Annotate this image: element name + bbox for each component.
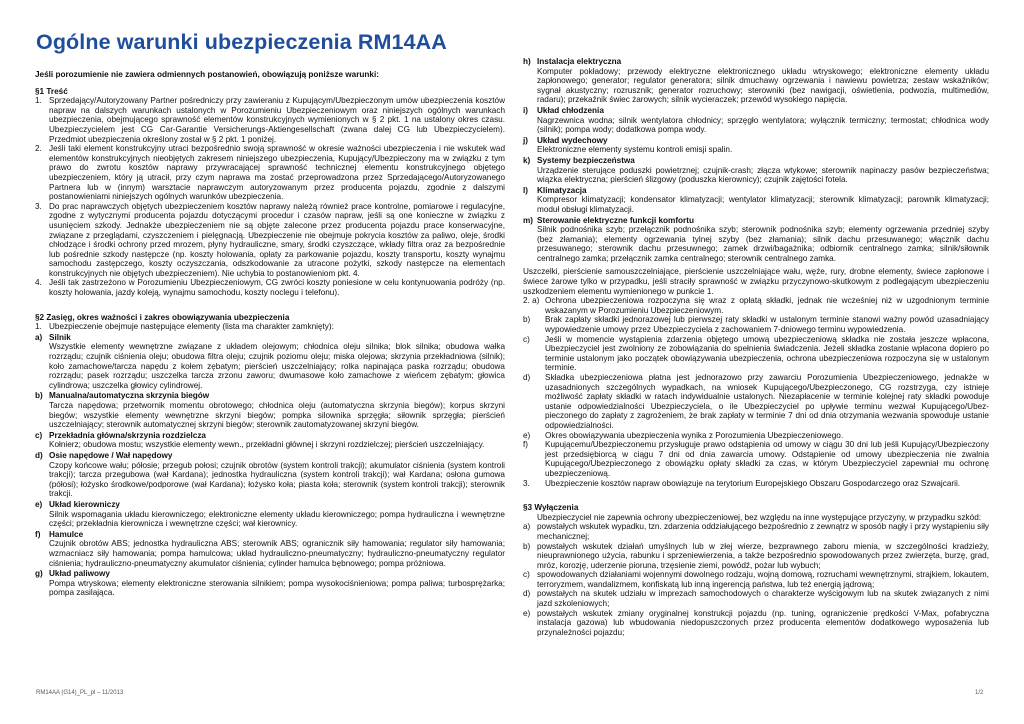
- coverage-part: [35, 500, 505, 529]
- coverage-part: [35, 451, 505, 499]
- part-text: Silnik wspomagania układu kierowniczego; elektroniczne elementy układu kierowniczego; pompa hydrauliczna i wewnętrzne części; przekładnia kierownicza i wewnętrzne części; wał kierownicy.: [49, 509, 505, 529]
- item-label: b): [523, 315, 531, 325]
- section-2-item: [35, 322, 505, 332]
- item-text: Jeśli taki element konstrukcyjny utraci bezpośrednio swoją sprawność w okresie ważności ubezpieczenia i nie wskutek wad elementów konstrukcyjnych nieobjętych zakresem niniejszego ubezpieczenia, Kupujący/Ubezpieczony ma w związku z tym prawo do zwrotu kosztów naprawy przywracającej sprawność technicznej elementu konstrukcyjnego objętego ubezpieczeniem, który ją utracił, przy czym naprawa ma zostać przeprowadzona przez Sprzedającego/Autoryzowanego Partnera lub w (innym) warsztacie naprawczym autoryzowanym przez producenta pojazdu, zgodnie z dalszymi postanowieniami niniejszych ogólnych warunków ubezpieczenia.: [49, 144, 505, 202]
- part-letter: i): [523, 105, 529, 115]
- item-label: 3.: [523, 478, 530, 488]
- section-1-item: [35, 278, 505, 297]
- item-text: Kupującemu/Ubezpieczonemu przysługuje prawo odstąpienia od umowy w ciągu 30 dni lub jeśli Kupujący/Ubezpieczony jest przedsiębiorcą w ciągu 7 dni od dnia zawarcia umowy. Odstąpienie od umowy ubezpieczenia nie zwalnia Kupującego/Ubezpieczonego z obowiązku opłaty składki za czas, w którym Ubezpieczyciel zapewniał mu ochronę ubezpieczeniową.: [545, 440, 989, 478]
- part-heading: Układ wydechowy: [537, 135, 608, 145]
- item-number: 1.: [35, 322, 42, 332]
- section-1-item: [35, 96, 505, 144]
- item-text: Ubezpieczenie obejmuje następujące elementy (lista ma charakter zamknięty):: [49, 322, 334, 332]
- coverage-part: [523, 106, 989, 135]
- part-heading: Układ kierowniczy: [49, 499, 120, 509]
- part-text: Czujnik obrotów ABS; jednostka hydrauliczna ABS; sterownik ABS; ogranicznik siły hamowania; regulator siły hamowania; wzmacniacz siły hamowania; pompa hamulcowa; układ hydrauliczno-pneumatyczny; hydrauliczno-pneumatyczny regulator ciśnienia; hydrauliczno-pneumatyczny akumulator ciśnienia; cylinder hamulca bębnowego; pompa próżniowa.: [49, 539, 505, 568]
- right-column: [523, 56, 989, 637]
- coverage-part: [523, 136, 989, 155]
- validity-item: [523, 440, 989, 478]
- item-text: powstałych wskutek wypadku, tzn. zdarzenia oddziałującego bezpośrednio z zewnątrz w sposób nagły i przy wystąpieniu siły mechanicznej;: [537, 522, 989, 541]
- validity-item: [523, 431, 989, 441]
- validity-item: [523, 315, 989, 334]
- part-heading: Systemy bezpieczeństwa: [537, 155, 635, 165]
- item-label: e): [523, 430, 531, 440]
- item-text: Jeśli w momencie wystąpienia zdarzenia objętego umową ubezpieczeniową składka nie została jeszcze wpłacona, Ubezpieczyciel jest zwolniony ze zobowiązania do spełnienia świadczenia. Jeżeli składka zostanie wpłacona dopiero po terminie ustalonym jako początek obowiązywania ubezpieczenia, ochrona ubezpieczeniowa rozpoczyna się w ustalonym terminie.: [545, 334, 989, 373]
- item-label: c): [523, 570, 530, 580]
- part-text: Komputer pokładowy; przewody elektryczne elektronicznego układu wtryskowego; elektroniczne elementy układu zapłonowego; generator; regulator generatora; silnik dmuchawy ogrzewania i nawiewu powietrza; zestaw wskaźników; sygnał akustyczny; rozrusznik; generator rozruchowy; sterowniki (bez nawigacji, oświetlenia, podwozia, multimediów, radaru); przekaźnik świec żarowych; silnik wycieraczek; przewód wysokiego napięcia.: [537, 66, 989, 105]
- section-1-item: [35, 202, 505, 279]
- item-text: Ubezpieczenie kosztów napraw obowiązuje na terytorium Europejskiego Obszaru Gospodarczego oraz Szwajcarii.: [545, 478, 961, 488]
- item-label: 2. a): [523, 296, 540, 306]
- part-letter: f): [35, 529, 41, 539]
- coverage-part: [35, 333, 505, 391]
- coverage-part: [35, 530, 505, 568]
- item-text: Jeśli tak zastrzeżono w Porozumieniu Ubezpieczeniowym, CG zwróci koszty poniesione w celu kontynuowania podróży (np. koszty holowania, jazdy koleją, wynajmu samochodu, koszty noclegu i telefonu).: [49, 278, 505, 298]
- part-text: Czopy końcowe wału; półosie; przegub połosi; czujnik obrotów (system kontroli trakcji); akumulator ciśnienia (system kontroli trakcji); tarcza przegubowa (wał Kardana); jednostka hydrauliczna (system kontroli trakcji); wał Kardana; osłona gumowa (półosi); łożysko środkowe/podporowe (wał Kardana); łożysko koła; piasta koła; sterownik (system kontroli trakcji); sterownik trakcji.: [49, 460, 505, 499]
- exclusion-item: [523, 609, 989, 638]
- item-text: powstałych na skutek udziału w imprezach samochodowych o charakterze wyścigowym lub na skutek związanych z nimi jazd szkoleniowych;: [537, 589, 989, 609]
- footer-page-number: 1/2: [975, 690, 984, 696]
- coverage-part: [523, 186, 989, 215]
- part-heading: Układ chłodzenia: [537, 105, 604, 115]
- validity-item: [523, 373, 989, 431]
- coverage-part: [35, 569, 505, 598]
- item-text: Okres obowiązywania ubezpieczenia wynika z Porozumienia Ubezpieczeniowego.: [545, 430, 844, 440]
- coverage-part: [35, 391, 505, 429]
- part-text: Nagrzewnica wodna; silnik wentylatora chłodnicy; sprzęgło wentylatora; wyłącznik termiczny; termostat; chłodnica wody (silnik); pompa wody; dodatkowa pompa wody.: [537, 115, 989, 135]
- part-heading: Sterowanie elektryczne funkcji komfortu: [537, 215, 694, 225]
- item-label: a): [523, 522, 531, 532]
- part-letter: m): [523, 215, 534, 225]
- item-text: Składka ubezpieczeniowa płatna jest jednorazowo przy zawarciu Porozumienia Ubezpieczeniowego, jednakże w uzasadnionych szczególnych wypadkach, na wniosek Kupującego/Ubezpieczonego, CG rozstrzyga, czy istnieje możliwość zapłaty składki w ratach indywidualnie ustalonych. Niezapłacenie w terminie kolejnej raty składki powoduje ustanie odpowiedzialności Ubezpieczyciela, o ile Ubezpieczyciel po upływie terminu wezwał Kupującego/Ubez-pieczonego do zapłaty z zagrożeniem, że brak zapłaty w terminie 7 dni od dnia otrzymania wezwania spowoduje ustanie odpowiedzialności.: [545, 373, 989, 430]
- coverage-part: [523, 57, 989, 105]
- item-label: b): [523, 541, 531, 551]
- part-letter: j): [523, 135, 529, 145]
- part-text: Elektroniczne elementy systemu kontroli emisji spalin.: [537, 145, 733, 155]
- section-1-item: [35, 144, 505, 202]
- part-letter: b): [35, 391, 43, 401]
- coverage-part: [35, 431, 505, 450]
- item-number: 2.: [35, 144, 42, 154]
- part-heading: Hamulce: [49, 529, 84, 539]
- item-text: powstałych wskutek działań umyślnych lub w złej wierze, bezprawnego zaboru mienia, w szczególności kradzieży, nieuprawnionego użycia, rabunku i sprzeniewierzenia, a także bezpośrednio spowodowanych przez zwierzęta, burzę, grad, mróz, korozję, uderzenie pioruna, trzęsienie ziemi, powódź, pożar lub wybuch;: [537, 541, 989, 570]
- item-text: Brak zapłaty składki jednorazowej lub pierwszej raty składki w ustalonym terminie stanowi ważny powód uzasadniający wypowiedzenie umowy przez Ubezpieczyciela z zachowaniem 7-dniowego terminu wypowiedzenia.: [545, 315, 989, 335]
- part-text: Pompa wtryskowa; elementy elektroniczne sterowania silnikiem; pompa wysokociśnieniowa; pompa paliwa; turbosprężarka; pompa zasilająca.: [49, 578, 505, 598]
- coverage-part: [523, 216, 989, 264]
- part-heading: Osie napędowe / Wał napędowy: [49, 450, 173, 460]
- validity-item: [523, 335, 989, 373]
- part-heading: Układ paliwowy: [49, 569, 110, 579]
- item-text: Sprzedający/Autoryzowany Partner pośredniczy przy zawieraniu z Kupującym/Ubezpieczonym umów ubezpieczenia kosztów napraw na dalszych warunkach ustalonych w Porozumieniu Ubezpieczeniowym oraz niniejszych ogólnych warunkach ubezpieczenia, obejmującego sprawność elementów konstrukcyjnych wymienionych w § 2 pkt. 1 na ustalony okres czasu. Ubezpieczycielem jest CG Car-Garantie Versicherungs-Aktiengesellschaft (zwana dalej CG lub Ubezpieczycielem). Przedmiot ubezpieczenia określony został w § 2 pkt. 1 poniżej.: [49, 96, 505, 144]
- item-number: 1.: [35, 96, 42, 106]
- part-letter: g): [35, 569, 43, 579]
- part-letter: h): [523, 57, 531, 66]
- item-text: spowodowanych działaniami wojennymi dowolnego rodzaju, wojną domową, rozruchami wewnętrznymi, strajkiem, lokautem, terroryzmem, wandalizmem, konfiskatą lub inną ingerencją państwa, lub też energią jądrową;: [537, 570, 989, 589]
- exclusion-item: [523, 522, 989, 541]
- section-2-heading: §2 Zasięg, okres ważności i zakres obowiązywania ubezpieczenia: [35, 312, 290, 322]
- part-letter: e): [35, 499, 43, 509]
- item-text: Do prac naprawczych objętych ubezpieczeniem kosztów naprawy należą również prace kontrolne, pomiarowe i regulacyjne, zgodne z wytycznymi producenta pojazdu dotyczącymi procedur i czasów napraw, jeśli są one konieczne w związku z usunięciem szkody. Jednakże ubezpieczeniem nie są objęte zalecone przez producenta pojazdu prace konserwacyjne, związane z przeglądami, czyszczeniem i pielęgnacją. Ubezpieczenie nie obejmuje pokrycia kosztów za paliwo, oleje, środki chłodzące i środki ochrony przed mrozem, płyny hydrauliczne, smary, środki czyszczące, wkłady filtra oraz za bezpośrednie lub pośrednie szkody następcze (np. koszty holowania, opłaty za parkowanie pojazdu, koszty transportu, koszty wynajmu samochodu zastępczego, koszty oczyszczania, odszkodowanie za utracone pożytki, szkody następcze na elementach konstrukcyjnych nie objętych ubezpieczeniem). Nie uchybia to postanowieniom pkt. 4.: [49, 201, 505, 278]
- section-1-heading: §1 Treść: [35, 86, 68, 96]
- footer-doc-code: RM14AA (G14)_PL_pl – 11/2013: [36, 690, 124, 696]
- part-heading: Przekładnia główna/skrzynia rozdzielcza: [49, 430, 206, 440]
- item-label: d): [523, 589, 531, 599]
- part-text: Kompresor klimatyzacji; kondensator klimatyzacji; wentylator klimatyzacji; sterownik klimatyzacji; parownik klimatyzacji; moduł obsługi klimatyzacji.: [537, 195, 989, 214]
- part-heading: Klimatyzacja: [537, 185, 587, 195]
- item-label: f): [523, 440, 529, 450]
- exclusion-item: [523, 589, 989, 608]
- left-column: [35, 70, 505, 598]
- item-number: 4.: [35, 278, 42, 288]
- validity-item: [523, 296, 989, 315]
- part-text: Kołnierz; obudowa mostu; wszystkie elementy wewn., przekładni głównej i skrzyni rozdzielczej; pierścień uszczelniający.: [49, 440, 485, 450]
- item-label: e): [523, 608, 531, 618]
- part-text: Silnik podnośnika szyb; przełącznik podnośnika szyb; sterownik podnośnika szyb; elementy ogrzewania przedniej szyby (bez złamania); elementy ogrzewania tylnej szyby (bez złamania); silnik dachu przesuwanego; włącznik dachu przesuwanego; sterownik dachu przesuwnego; zamek drzwi/bagażnika; odbiornik centralnego zamka; silnik/siłownik centralnego zamka; przełącznik zamka centralnego; sterownik centralnego zamka.: [537, 225, 989, 263]
- part-heading: Silnik: [49, 332, 71, 342]
- section-3-lead: Ubezpieczyciel nie zapewnia ochrony ubezpieczeniowej, bez względu na inne występujące przyczyny, w przypadku szkód:: [537, 512, 982, 522]
- intro-text: Jeśli porozumienie nie zawiera odmiennych postanowień, obowiązują poniższe warunki:: [35, 70, 379, 79]
- item-text: Ochrona ubezpieczeniowa rozpoczyna się wraz z opłatą składki, jednak nie wcześniej niż w uzgodnionym terminie wskazanym w Porozumieniu Ubezpieczeniowym.: [545, 296, 989, 315]
- section-3-heading: §3 Wyłączenia: [523, 503, 579, 513]
- seal-note: Uszczelki, pierścienie samouszczelniające, pierścienie uszczelniające wału, węże, rury, drobne elementy, świece zapłonowe i świece żarowe tylko w przypadku, jeśli straciły sprawność w związku przyczynowo-skutkowym z podlegającym ubezpieczeniu uszkodzeniem elementu wymienionego w punkcie 1.: [523, 267, 989, 296]
- part-text: Tarcza napędowa; przetwornik momentu obrotowego; chłodnica oleju (automatyczna skrzynia biegów); korpus skrzyni biegów; wszystkie elementy wewnętrzne skrzyni biegów; pompka silownika sprzęgła; siłownik sprzęgła; pierścień uszczelniający; sterownik automatycznej skrzyni biegów; sterownik zautomatyzowanej skrzyni biegów.: [49, 401, 505, 430]
- document-title: Ogólne warunki ubezpieczenia RM14AA: [36, 30, 447, 54]
- item-number: 3.: [35, 201, 42, 211]
- part-letter: d): [35, 450, 43, 460]
- part-heading: Instalacja elektryczna: [537, 57, 622, 66]
- part-text: Urządzenie sterujące poduszki powietrznej; czujnik-crash; złącza wtykowe; sterownik napinaczy pasów bezpieczeństwa; wiązka elektryczna; pierścień ślizgowy (poduszka kierownicy); czujnik zajętości fotela.: [537, 165, 989, 185]
- validity-item: [523, 479, 989, 489]
- coverage-part: [523, 156, 989, 185]
- part-letter: a): [35, 332, 43, 342]
- exclusion-item: [523, 570, 989, 589]
- item-label: c): [523, 334, 530, 344]
- part-letter: l): [523, 185, 529, 195]
- item-text: powstałych wskutek zmiany oryginalnej konstrukcji pojazdu (np. tuning, ograniczenie prędkości V-Max, pofabryczna instalacja gazowa) lub wbudowania niedopuszczonych przez producenta elementów dodatkowego wyposażenia lub przynależności pojazdu;: [537, 608, 989, 637]
- part-text: Wszystkie elementy wewnętrzne związane z układem olejowym; chłodnica oleju silnika; blok silnika; obudowa wałka rozrządu; czujnik ciśnienia oleju; obudowa filtra oleju; czujnik poziomu oleju; miska olejowa; skrzynia przekładniowa (silnik); koło zamachowe/tarcza napędu z kołem zębatym; pierścień uszczelniający; rolka napinająca paska rozrządu; obudowa rozrządu; pasek rozrządu; uszczelka tarcza zrzonu zaworu; dwumasowe koło zamachowe z wieńcem zębatym; głowica cylindrowa; uszczelka głowicy cylindrowej.: [49, 342, 505, 390]
- part-letter: c): [35, 430, 43, 440]
- part-letter: k): [523, 155, 531, 165]
- exclusion-item: [523, 542, 989, 571]
- item-label: d): [523, 373, 531, 382]
- part-heading: Manualna/automatyczna skrzynia biegów: [49, 391, 210, 401]
